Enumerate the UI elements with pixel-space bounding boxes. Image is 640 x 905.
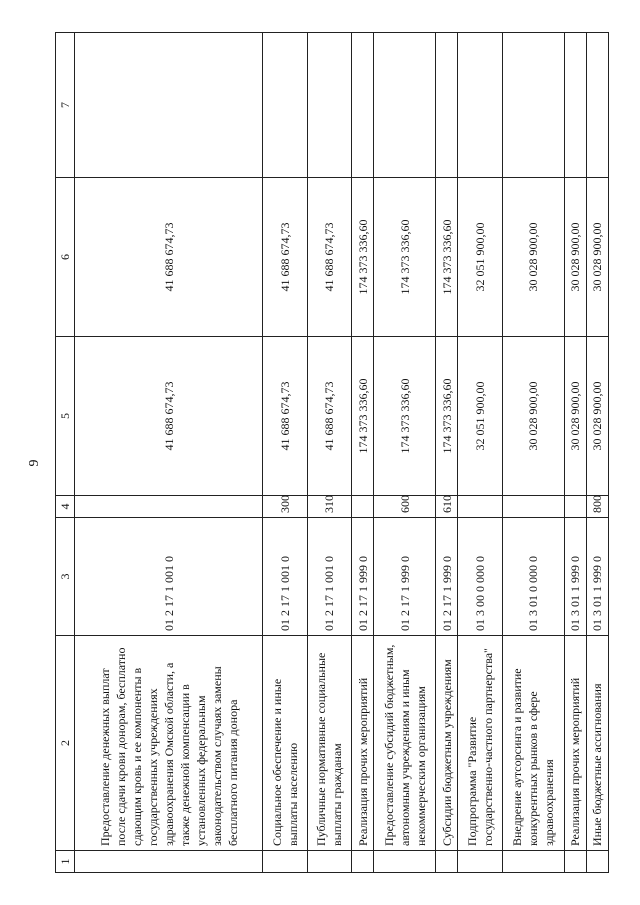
row-sum-5: 174 373 336,60 (374, 337, 436, 496)
row-cell-1 (502, 851, 564, 873)
row-cell-7 (586, 33, 608, 178)
col-header-3: 3 (56, 518, 75, 636)
row-vr (502, 496, 564, 518)
table-row (564, 33, 586, 873)
table-row (374, 33, 436, 873)
table-row (458, 33, 502, 873)
row-sum-6: 41 688 674,73 (263, 178, 307, 337)
row-cell-1 (564, 851, 586, 873)
row-sum-6: 174 373 336,60 (374, 178, 436, 337)
row-vr (75, 496, 263, 518)
row-code: 01 3 00 0 000 0 (458, 518, 502, 636)
table-row (351, 33, 373, 873)
row-cell-7 (458, 33, 502, 178)
row-sum-6: 174 373 336,60 (436, 178, 458, 337)
col-header-5: 5 (56, 337, 75, 496)
row-sum-5: 32 051 900,00 (458, 337, 502, 496)
col-header-2: 2 (56, 636, 75, 851)
row-code: 01 3 01 1 999 0 (564, 518, 586, 636)
row-sum-5: 41 688 674,73 (75, 337, 263, 496)
row-cell-1 (436, 851, 458, 873)
row-name: Подпрограмма "Развитие государственно-частного партнерства" (458, 636, 502, 851)
col-header-4: 4 (56, 496, 75, 518)
row-vr (458, 496, 502, 518)
row-vr: 310 (307, 496, 351, 518)
row-sum-6: 30 028 900,00 (586, 178, 608, 337)
row-name: Субсидии бюджетным учреждениям (436, 636, 458, 851)
row-sum-5: 30 028 900,00 (502, 337, 564, 496)
row-cell-1 (374, 851, 436, 873)
row-cell-7 (307, 33, 351, 178)
row-cell-7 (502, 33, 564, 178)
col-header-6: 6 (56, 178, 75, 337)
row-cell-1 (351, 851, 373, 873)
row-code: 01 2 17 1 001 0 (263, 518, 307, 636)
row-sum-6: 41 688 674,73 (75, 178, 263, 337)
row-cell-7 (374, 33, 436, 178)
table-row (586, 33, 608, 873)
row-code: 01 3 01 0 000 0 (502, 518, 564, 636)
row-code: 01 2 17 1 999 0 (436, 518, 458, 636)
row-code: 01 2 17 1 001 0 (75, 518, 263, 636)
row-name: Социальное обеспечение и иные выплаты населению (263, 636, 307, 851)
row-code: 01 2 17 1 999 0 (351, 518, 373, 636)
row-sum-6: 174 373 336,60 (351, 178, 373, 337)
row-cell-1 (307, 851, 351, 873)
table-row (502, 33, 564, 873)
row-cell-7 (436, 33, 458, 178)
row-vr: 600 (374, 496, 436, 518)
header-row (56, 33, 75, 873)
row-vr (351, 496, 373, 518)
row-vr (564, 496, 586, 518)
row-sum-5: 41 688 674,73 (307, 337, 351, 496)
row-name: Реализация прочих мероприятий (564, 636, 586, 851)
row-sum-5: 30 028 900,00 (564, 337, 586, 496)
row-cell-1 (263, 851, 307, 873)
row-code: 01 3 01 1 999 0 (586, 518, 608, 636)
page-number: 9 (27, 459, 42, 467)
row-name: Предоставление субсидий бюджетным, автономным учреждениям и иным некоммерческим организациям (374, 636, 436, 851)
row-cell-7 (263, 33, 307, 178)
row-cell-1 (75, 851, 263, 873)
row-sum-6: 30 028 900,00 (502, 178, 564, 337)
row-code: 01 2 17 1 999 0 (374, 518, 436, 636)
row-cell-7 (351, 33, 373, 178)
row-cell-1 (458, 851, 502, 873)
row-name: Предоставление денежных выплат после сдачи крови донорам, бесплатно сдающим кровь и ее компоненты в государственных учреждениях здравоохранения Омской области, а также денежной компенсации в установленных федеральным законодательством случаях замены бесплатного питания донора (75, 636, 263, 851)
row-sum-5: 30 028 900,00 (586, 337, 608, 496)
col-header-7: 7 (56, 33, 75, 178)
table-row (307, 33, 351, 873)
row-cell-7 (564, 33, 586, 178)
table-row (75, 33, 263, 873)
row-sum-5: 41 688 674,73 (263, 337, 307, 496)
row-cell-7 (75, 33, 263, 178)
row-sum-6: 30 028 900,00 (564, 178, 586, 337)
row-code: 01 2 17 1 001 0 (307, 518, 351, 636)
row-sum-6: 41 688 674,73 (307, 178, 351, 337)
row-cell-1 (586, 851, 608, 873)
table-row (263, 33, 307, 873)
row-sum-5: 174 373 336,60 (351, 337, 373, 496)
row-vr: 800 (586, 496, 608, 518)
rotated-table-container (55, 33, 609, 873)
row-sum-5: 174 373 336,60 (436, 337, 458, 496)
row-name: Публичные нормативные социальные выплаты гражданам (307, 636, 351, 851)
row-name: Внедрение аутсорсинга и развитие конкурентных рынков в сфере здравоохранения (502, 636, 564, 851)
table-row (436, 33, 458, 873)
row-vr: 610 (436, 496, 458, 518)
row-name: Иные бюджетные ассигнования (586, 636, 608, 851)
row-vr: 300 (263, 496, 307, 518)
budget-table (55, 32, 609, 873)
row-name: Реализация прочих мероприятий (351, 636, 373, 851)
row-sum-6: 32 051 900,00 (458, 178, 502, 337)
col-header-1: 1 (56, 851, 75, 873)
